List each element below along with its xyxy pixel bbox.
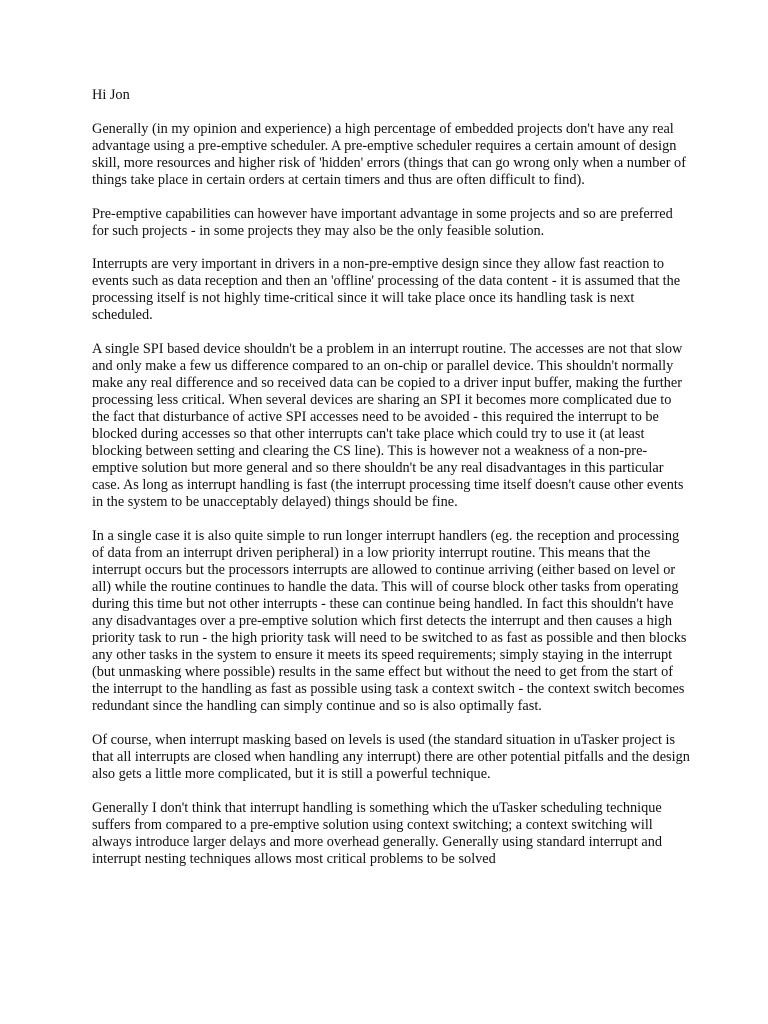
paragraph-interrupt-masking: Of course, when interrupt masking based on levels is used (the standard situation in uTasker project is that all interrupts are closed when handling any interrupt) there are other potential pitfalls and the design also gets a little more complicated, but it is still a powerful technique.: [92, 731, 690, 782]
paragraph-interrupts-drivers: Interrupts are very important in drivers in a non-pre-emptive design since they allow fast reaction to events such as data reception and then an 'offline' processing of the data content - it is assumed that the processing itself is not highly time-critical since it will take place once its handling task is next scheduled.: [92, 256, 681, 324]
paragraph-pre-emptive-overview: Generally (in my opinion and experience) a high percentage of embedded projects don't have any real advantage using a pre-emptive scheduler. A pre-emptive scheduler requires a certain amount of design skill, more resources and higher risk of 'hidden' errors (things that can go wrong only when a number of things take place in certain orders at certain timers and thus are often difficult to find).: [92, 120, 686, 188]
paragraph-pre-emptive-capabilities: Pre-emptive capabilities can however have important advantage in some projects and so are preferred for such projects - in some projects they may also be the only feasible solution.: [92, 205, 673, 239]
document-page: [92, 87, 692, 884]
paragraph-conclusion: Generally I don't think that interrupt handling is something which the uTasker scheduling technique suffers from compared to a pre-emptive solution using context switching; a context switching will always introduce larger delays and more overhead generally. Generally using standard interrupt and interrupt nesting techniques allows most critical problems to be solved: [92, 799, 663, 867]
paragraph-long-interrupt-handlers: In a single case it is also quite simple to run longer interrupt handlers (eg. the reception and processing of data from an interrupt driven peripheral) in a low priority interrupt routine. This means that the interrupt occurs but the processors interrupts are allowed to continue arriving (either based on level or all) while the routine continues to handle the data. This will of course block other tasks from operating during this time but not other interrupts - these can continue being handled. In fact this shouldn't have any disadvantages over a pre-emptive solution which first detects the interrupt and then causes a high priority task to run - the high priority task will need to be switched to as fast as possible and then blocks any other tasks in the system to ensure it meets its speed requirements; simply staying in the interrupt (but unmasking where possible) results in the same effect but without the need to get from the start of the interrupt to the handling as fast as possible using task a context switch - the context switch becomes redundant since the handling can simply continue and so is also optimally fast.: [92, 527, 687, 714]
greeting: Hi Jon: [92, 87, 130, 103]
paragraph-spi-device: A single SPI based device shouldn't be a problem in an interrupt routine. The accesses are not that slow and only make a few us difference compared to an on-chip or parallel device. This shouldn't normally make any real difference and so received data can be copied to a driver input buffer, making the further processing less critical. When several devices are sharing an SPI it becomes more complicated due to the fact that disturbance of active SPI accesses need to be avoided - this required the interrupt to be blocked during accesses so that other interrupts can't take place which could try to use it (at least blocking between setting and clearing the CS line). This is however not a weakness of a non-pre-emptive solution but more general and so there shouldn't be any real disadvantages in this particular case. As long as interrupt handling is fast (the interrupt processing time itself doesn't cause other events in the system to be unacceptably delayed) things should be fine.: [92, 341, 684, 511]
